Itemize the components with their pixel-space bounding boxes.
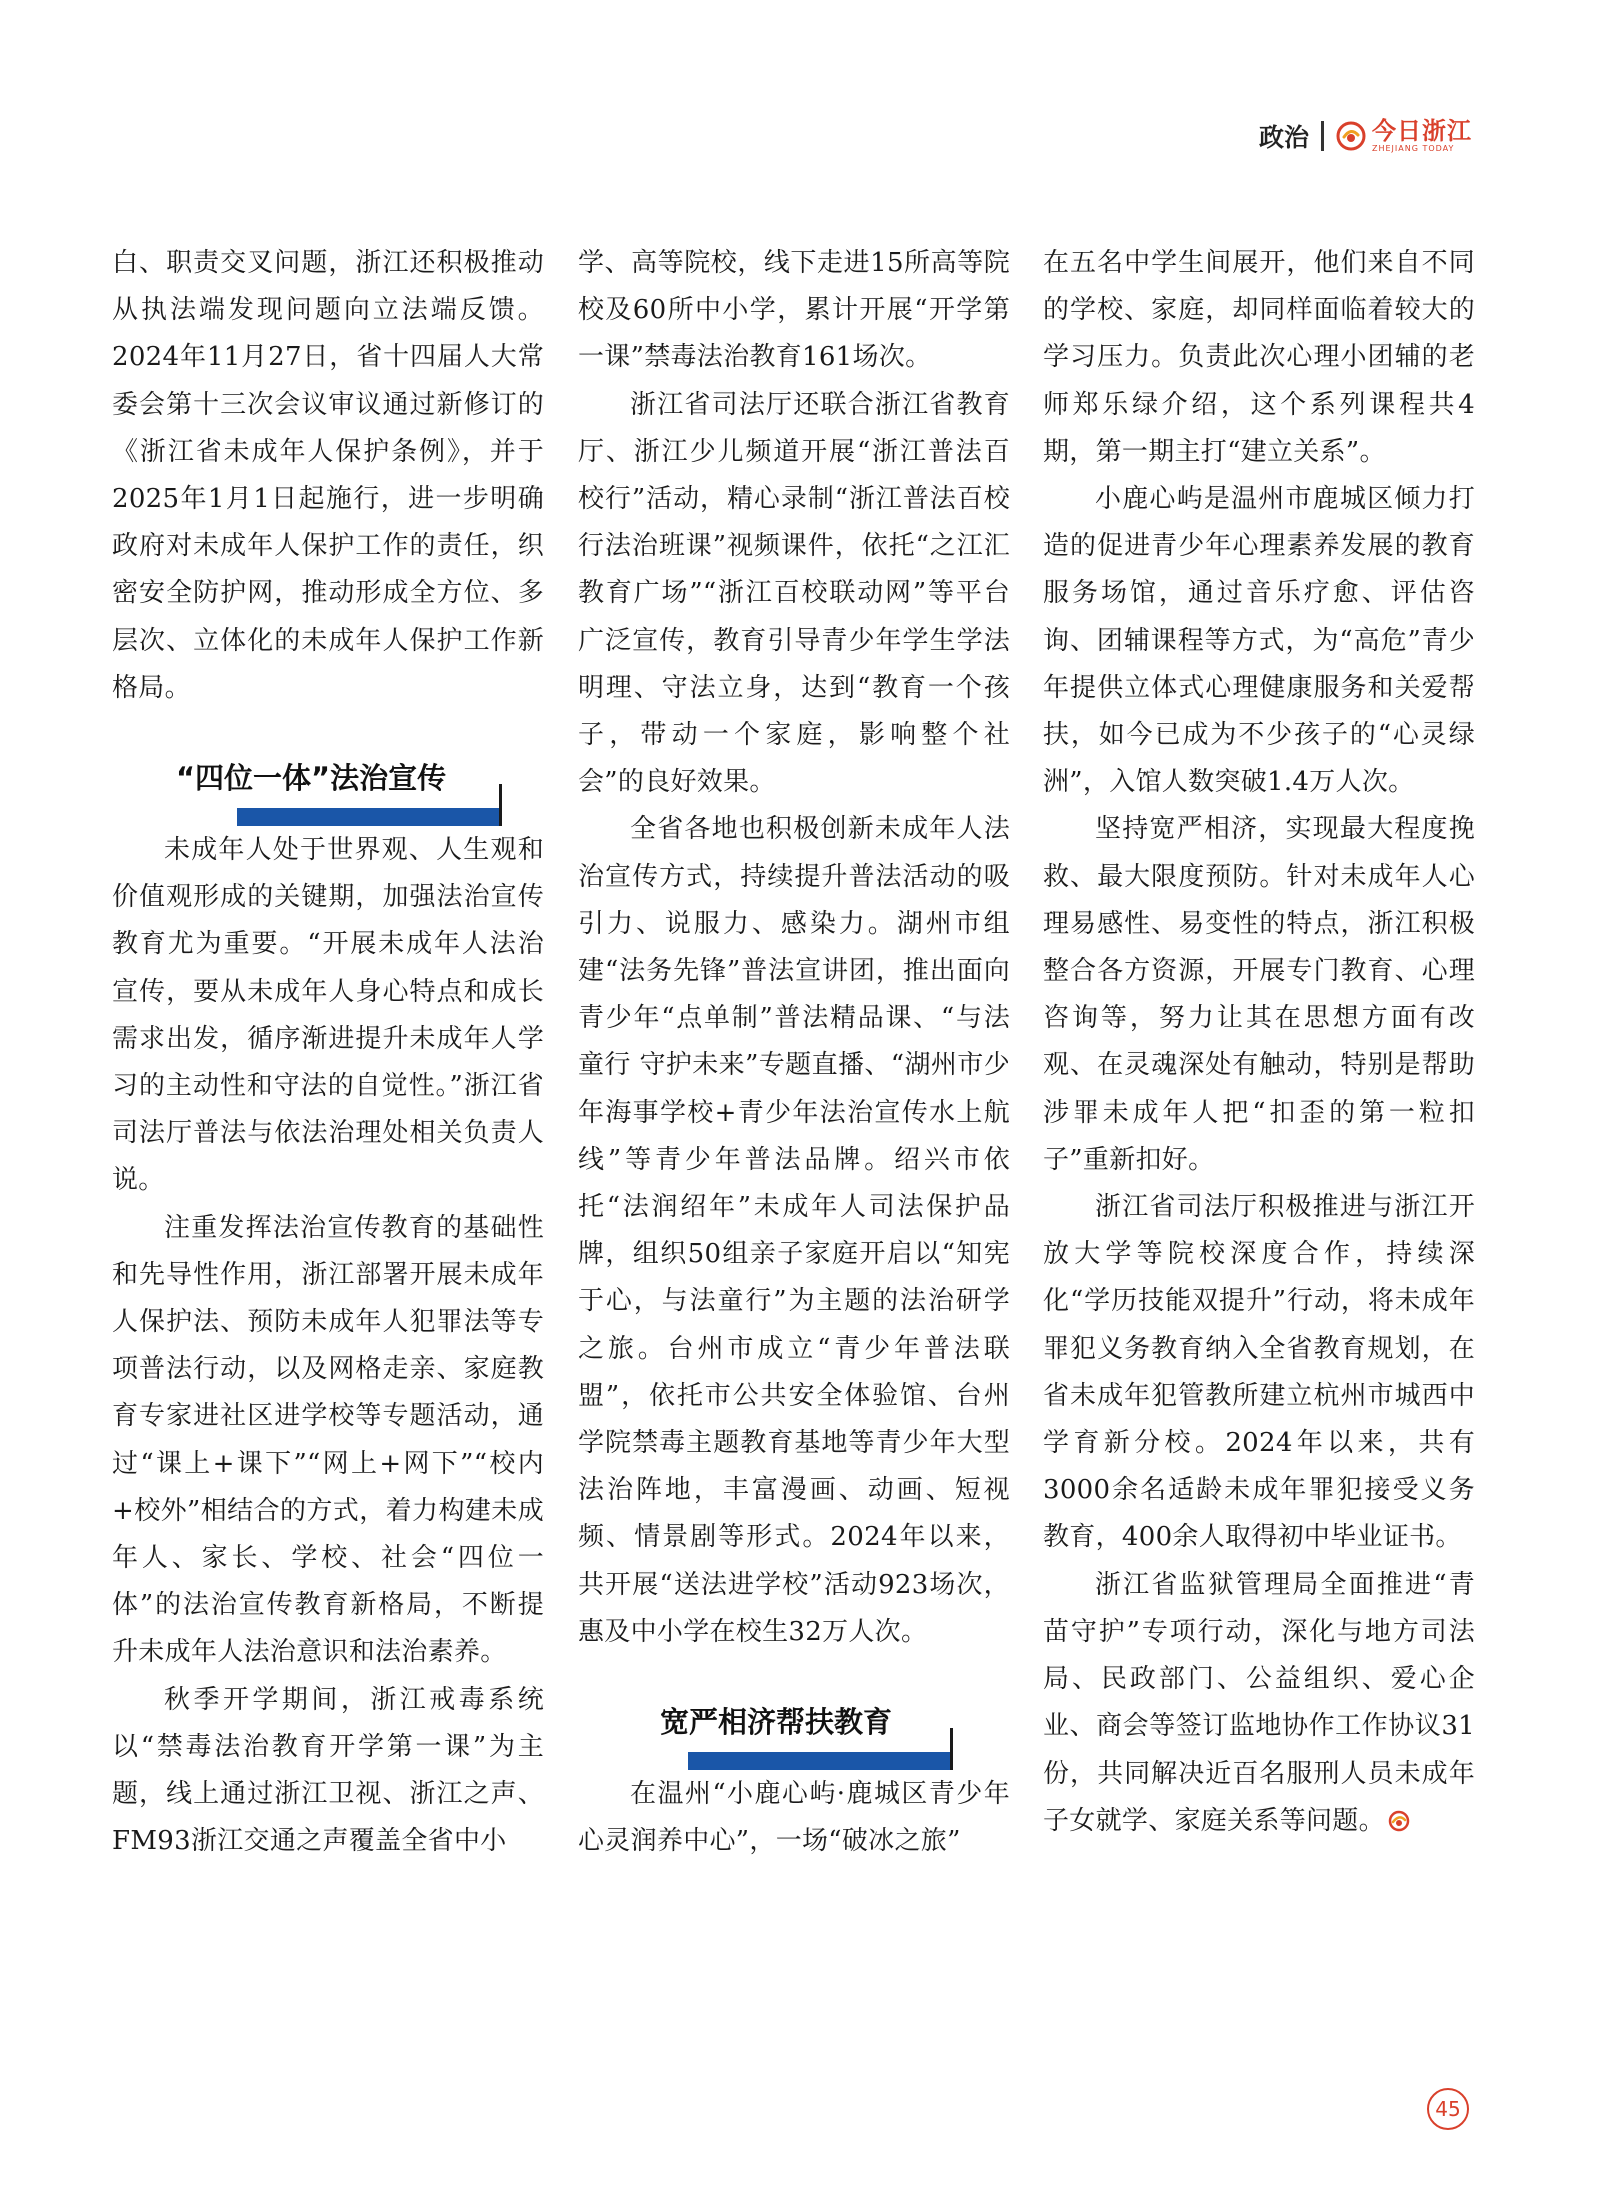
- paragraph: 学、高等院校，线下走进15所高等院校及60所中小学，累计开展“开学第一课”禁毒法治教育161场次。: [578, 248, 1010, 373]
- paragraph: 未成年人处于世界观、人生观和价值观形成的关键期，加强法治宣传教育尤为重要。“开展未成年人法治宣传，要从未成年人身心特点和成长需求出发，循序渐进提升未成年人学习的主动性和守法的自觉性。”浙江省司法厅普法与依法治理处相关负责人说。: [112, 835, 544, 1196]
- column-2: [578, 240, 1010, 1866]
- heading-text: 宽严相济帮扶教育: [660, 1705, 893, 1740]
- article-end-icon: [1387, 1810, 1411, 1832]
- header-separator: [1321, 121, 1324, 151]
- column-1: [112, 240, 544, 1866]
- paragraph: 在温州“小鹿心屿·鹿城区青少年心灵润养中心”，一场“破冰之旅”: [578, 1779, 1010, 1857]
- paragraph-text: 浙江省监狱管理局全面推进“青苗守护”专项行动，深化与地方司法局、民政部门、公益组织、爱心企业、商会等签订监地协作工作协议31份，共同解决近百名服刑人员未成年子女就学、家庭关系等问题。: [1043, 1569, 1475, 1836]
- page-number: 45: [1427, 2088, 1469, 2130]
- section-heading-four-in-one: [112, 712, 544, 827]
- heading-bar: [688, 1752, 953, 1770]
- paragraph: 小鹿心屿是温州市鹿城区倾力打造的促进青少年心理素养发展的教育服务场馆，通过音乐疗愈、评估咨询、团辅课程等方式，为“高危”青少年提供立体式心理健康服务和关爱帮扶，如今已成为不少孩子的“心灵绿洲”，入馆人数突破1.4万人次。: [1043, 484, 1475, 798]
- paragraph: 坚持宽严相济，实现最大程度挽救、最大限度预防。针对未成年人心理易感性、易变性的特点，浙江积极整合各方资源，开展专门教育、心理咨询等，努力让其在思想方面有改观、在灵魂深处有触动，特别是帮助涉罪未成年人把“扣歪的第一粒扣子”重新扣好。: [1043, 814, 1475, 1175]
- heading-accent-line: [499, 784, 502, 826]
- paragraph: 全省各地也积极创新未成年人法治宣传方式，持续提升普法活动的吸引力、说服力、感染力。湖州市组建“法务先锋”普法宣讲团，推出面向青少年“点单制”普法精品课、“与法童行 守护未来”专题直播、“湖州市少年海事学校+青少年法治宣传水上航线”等青少年普法品牌。绍兴市依托“法润绍年”未成年人司法保护品牌，组织50组亲子家庭开启以“知宪于心，与法童行”为主题的法治研学之旅。台州市成立“青少年普法联盟”，依托市公共安全体验馆、台州学院禁毒主题教育基地等青少年大型法治阵地，丰富漫画、动画、短视频、情景剧等形式。2024年以来，共开展“送法进学校”活动923场次，惠及中小学在校生32万人次。: [578, 814, 1010, 1647]
- logo-chinese-text: 今日浙江: [1372, 117, 1472, 145]
- logo-swirl-icon: [1336, 121, 1366, 151]
- paragraph: 在五名中学生间展开，他们来自不同的学校、家庭，却同样面临着较大的学习压力。负责此次心理小团辅的老师郑乐绿介绍，这个系列课程共4期，第一期主打“建立关系”。: [1043, 248, 1475, 467]
- page-header: [1259, 118, 1472, 154]
- magazine-logo: [1336, 119, 1472, 153]
- section-name: 政治: [1258, 123, 1309, 152]
- paragraph: 浙江省司法厅还联合浙江省教育厅、浙江少儿频道开展“浙江普法百校行”活动，精心录制“浙江普法百校行法治班课”视频课件，依托“之江汇教育广场”“浙江百校联动网”等平台广泛宣传，教育引导青少年学生学法明理、守法立身，达到“教育一个孩子，带动一个家庭，影响整个社会”的良好效果。: [578, 389, 1010, 798]
- paragraph: 秋季开学期间，浙江戒毒系统以“禁毒法治教育开学第一课”为主题，线上通过浙江卫视、浙江之声、FM93浙江交通之声覆盖全省中小: [112, 1684, 544, 1857]
- paragraph: 注重发挥法治宣传教育的基础性和先导性作用，浙江部署开展未成年人保护法、预防未成年人犯罪法等专项普法行动，以及网格走亲、家庭教育专家进社区进学校等专题活动，通过“课上+课下”“网上+网下”“校内+校外”相结合的方式，着力构建未成年人、家长、学校、社会“四位一体”的法治宣传教育新格局，不断提升未成年人法治意识和法治素养。: [112, 1212, 544, 1668]
- logo-english-text: ZHEJIANG TODAY: [1372, 144, 1455, 153]
- section-heading-leniency: [578, 1656, 1010, 1771]
- paragraph-final: [1043, 1562, 1475, 1845]
- heading-text: “四位一体”法治宣传: [176, 761, 447, 796]
- paragraph: 白、职责交叉问题，浙江还积极推动从执法端发现问题向立法端反馈。2024年11月27日，省十四届人大常委会第十三次会议审议通过新修订的《浙江省未成年人保护条例》，并于2025年1月1日起施行，进一步明确政府对未成年人保护工作的责任，织密安全防护网，推动形成全方位、多层次、立体化的未成年人保护工作新格局。: [112, 248, 544, 703]
- heading-bar: [237, 808, 502, 826]
- column-3: [1043, 240, 1475, 1845]
- paragraph: 浙江省司法厅积极推进与浙江开放大学等院校深度合作，持续深化“学历技能双提升”行动，将未成年罪犯义务教育纳入全省教育规划，在省未成年犯管教所建立杭州市城西中学育新分校。2024年以来，共有3000余名适龄未成年罪犯接受义务教育，400余人取得初中毕业证书。: [1043, 1192, 1475, 1553]
- heading-accent-line: [950, 1728, 953, 1770]
